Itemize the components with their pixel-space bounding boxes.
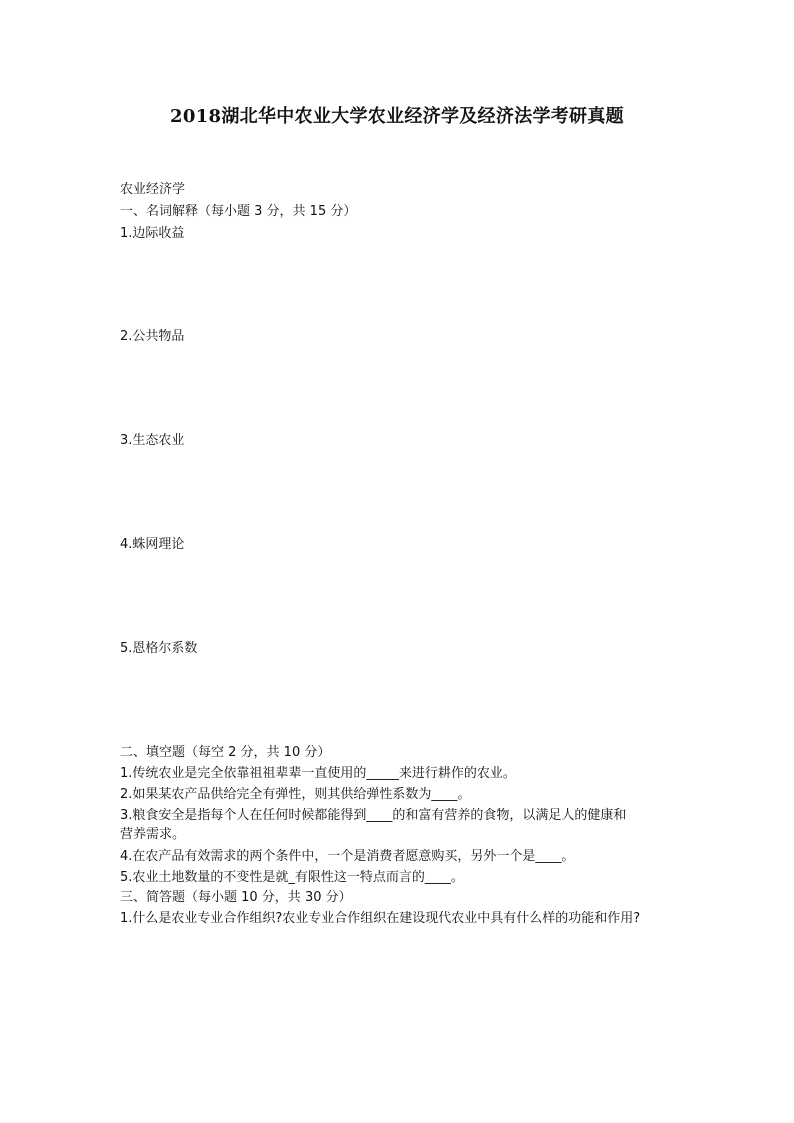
fill-in-item: 5.农业土地数量的不变性是就_有限性这一特点而言的____。 (120, 870, 464, 885)
section-heading-short-answer: 三、简答题（每小题 10 分，共 30 分） (120, 890, 352, 905)
fill-in-item-continuation: 营养需求。 (120, 827, 186, 842)
definition-item: 5.恩格尔系数 (120, 641, 198, 656)
definition-item: 4.蛛网理论 (120, 537, 185, 552)
fill-in-item: 3.粮食安全是指每个人在任何时候都能得到____的和富有营养的食物，以满足人的健康和 (120, 808, 627, 823)
page-title: 2018湖北华中农业大学农业经济学及经济法学考研真题 (170, 106, 624, 127)
short-answer-item: 1.什么是农业专业合作组织?农业专业合作组织在建设现代农业中具有什么样的功能和作用? (120, 911, 641, 926)
definition-item: 2.公共物品 (120, 329, 185, 344)
subject-heading: 农业经济学 (120, 182, 186, 197)
fill-in-item: 2.如果某农产品供给完全有弹性，则其供给弹性系数为____。 (120, 787, 471, 802)
section-heading-fill-in: 二、填空题（每空 2 分，共 10 分） (120, 745, 331, 760)
fill-in-item: 1.传统农业是完全依靠祖祖辈辈一直使用的_____来进行耕作的农业。 (120, 766, 516, 781)
section-heading-definitions: 一、名词解释（每小题 3 分，共 15 分） (120, 204, 357, 219)
definition-item: 1.边际收益 (120, 226, 185, 241)
definition-item: 3.生态农业 (120, 433, 185, 448)
fill-in-item: 4.在农产品有效需求的两个条件中，一个是消费者愿意购买，另外一个是____。 (120, 849, 575, 864)
